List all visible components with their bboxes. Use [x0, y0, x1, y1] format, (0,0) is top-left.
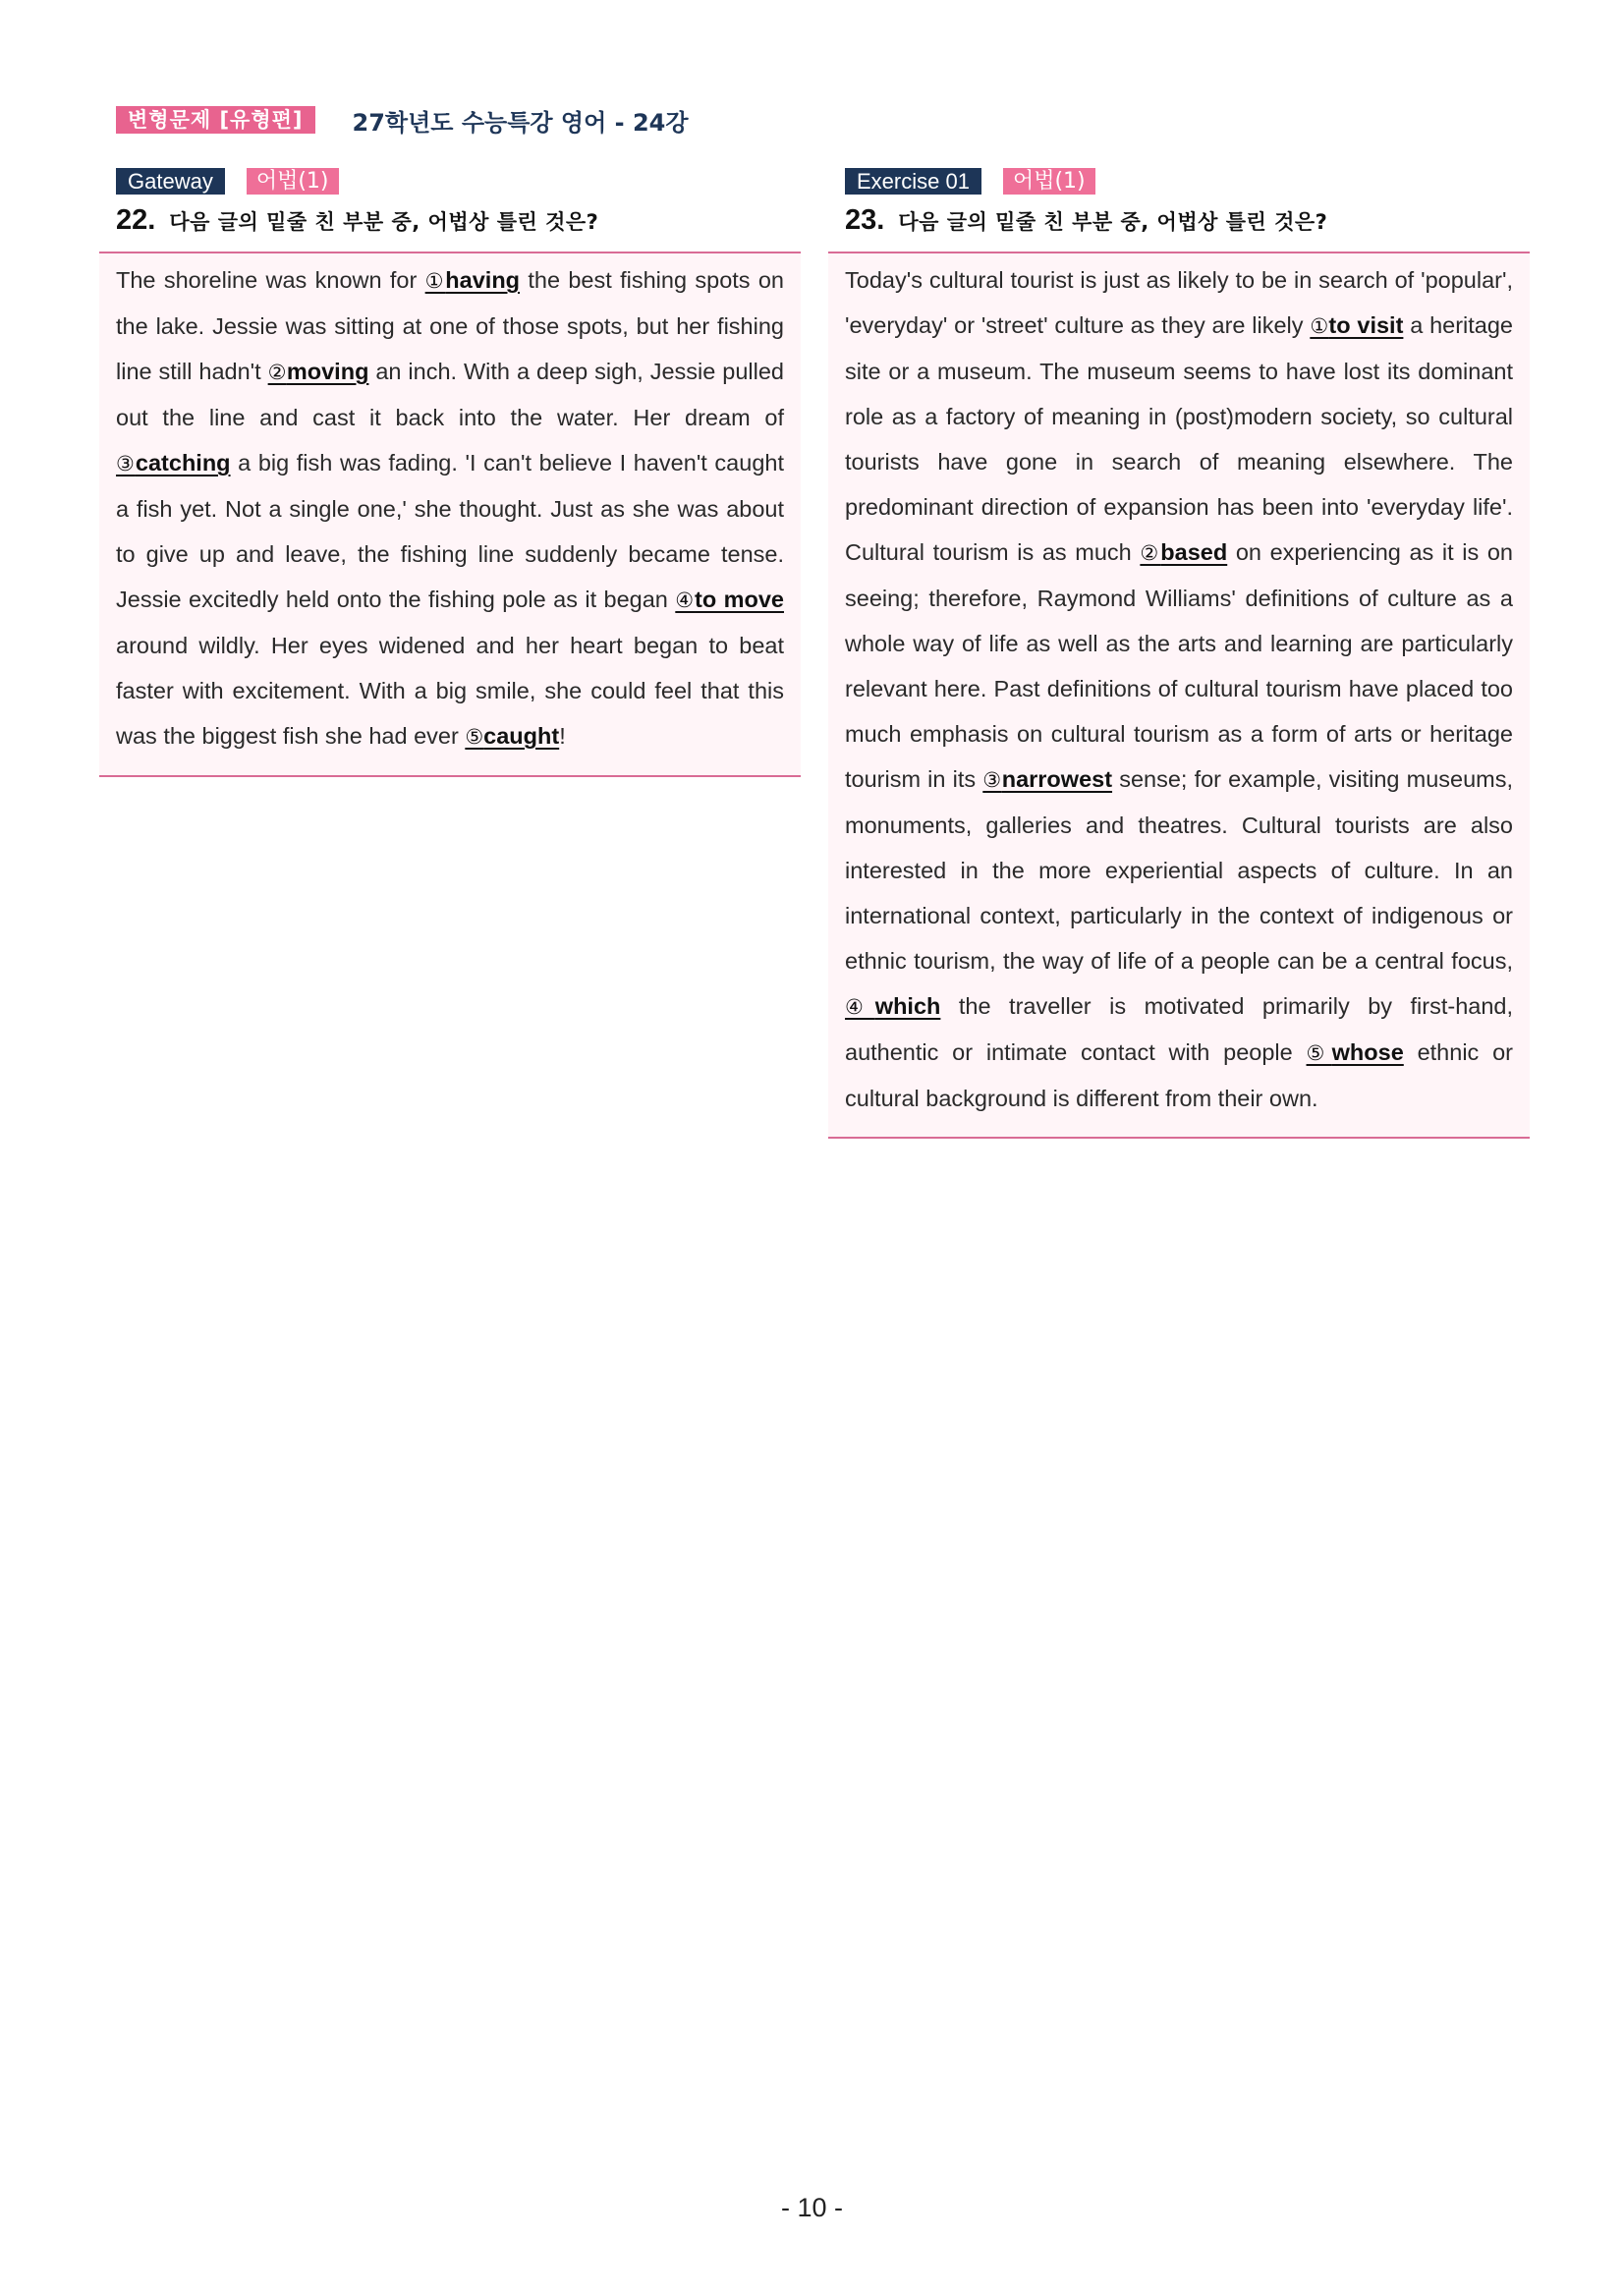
page-number: - 10 -	[780, 2193, 844, 2222]
category-badge: 어법(1)	[247, 168, 339, 195]
passage-text: The shoreline was known for ①having the best fishing spots on the lake. Jessie was sitting at one of those spots, but her fishing line still hadn't ②moving an inch. With a deep sigh, Jessie pulled out the line and cast it back into the water. Her dream of ③catching a big fish was fading. 'I can't believe I haven't caught a fish yet. Not a single one,' she thought. Just as she was about to give up and leave, the fishing line suddenly became tense. Jessie excitedly held onto the fishing pole as it began ④to move around wildly. Her eyes widened and her heart began to beat faster with excitement. With a big smile, she could feel that this was the biggest fish she had ever ⑤caught!	[116, 267, 785, 749]
option-word: narrowest	[1001, 766, 1113, 792]
underlined-option	[1140, 539, 1227, 565]
option-word: to visit	[1328, 312, 1404, 338]
underlined-option	[425, 267, 520, 293]
option-number: ①	[1310, 314, 1329, 338]
header-tag: 변형문제 [유형편]	[116, 106, 315, 134]
question-number: 22.	[116, 204, 156, 236]
underlined-option	[982, 766, 1112, 792]
header-title: 27학년도 수능특강 영어 - 24강	[352, 108, 689, 137]
page-header	[116, 104, 689, 136]
underlined-option	[116, 450, 231, 476]
passage-box	[828, 252, 1530, 1139]
option-word: having	[445, 267, 521, 293]
category-badge: 어법(1)	[1003, 168, 1095, 195]
underlined-option	[465, 723, 559, 749]
option-number: ②	[267, 361, 287, 384]
question-22	[116, 204, 801, 240]
option-number: ③	[116, 452, 136, 476]
option-word: based	[1160, 539, 1228, 565]
question-23	[845, 204, 1530, 240]
option-word: catching	[135, 450, 231, 476]
right-badges	[845, 167, 1530, 195]
right-column	[828, 167, 1530, 1139]
passage-box	[99, 252, 801, 777]
question-number: 23.	[845, 204, 885, 236]
exercise-badge: Exercise 01	[845, 168, 981, 195]
underlined-option	[845, 993, 940, 1019]
option-word: caught	[483, 723, 560, 749]
gateway-badge: Gateway	[116, 168, 225, 195]
left-badges	[116, 167, 801, 195]
passage-text: Today's cultural tourist is just as likely to be in search of 'popular', 'everyday' or 'street' culture as they are likely ①to visit a heritage site or a museum. The museum seems to have lost its dominant role as a factory of meaning in (post)modern society, so cultural tourists have gone in search of meaning elsewhere. The predominant direction of expansion has been into 'everyday life'. Cultural tourism is as much ②based on experiencing as it is on seeing; therefore, Raymond Williams' definitions of culture as a whole way of life as well as the arts and learning are particularly relevant here. Past definitions of cultural tourism have placed too much emphasis on cultural tourism as a form of arts or heritage tourism in its ③narrowest sense; for example, visiting museums, monuments, galleries and theatres. Cultural tourists are also interested in the more experiential aspects of culture. In an international context, particularly in the context of indigenous or ethnic tourism, the way of life of a people can be a central focus, ④which the traveller is motivated primarily by first-hand, authentic or intimate contact with people ⑤whose ethnic or cultural background is different from their own.	[845, 267, 1514, 1111]
option-number: ④	[845, 995, 875, 1019]
option-word: which	[874, 993, 941, 1019]
option-word: to move	[695, 587, 784, 612]
question-text: 다음 글의 밑줄 친 부분 중, 어법상 틀린 것은?	[169, 210, 599, 234]
option-word: whose	[1331, 1039, 1404, 1065]
option-number: ①	[424, 269, 446, 293]
left-column	[99, 167, 801, 777]
underlined-option	[675, 587, 784, 612]
underlined-option	[1310, 312, 1403, 338]
option-number: ⑤	[1306, 1041, 1332, 1065]
option-number: ④	[675, 588, 696, 612]
option-number: ⑤	[465, 725, 484, 749]
underlined-option	[268, 359, 369, 384]
option-number: ③	[982, 768, 1002, 792]
option-number: ②	[1140, 541, 1161, 565]
question-text: 다음 글의 밑줄 친 부분 중, 어법상 틀린 것은?	[898, 210, 1328, 234]
option-word: moving	[286, 359, 369, 384]
underlined-option	[1307, 1039, 1404, 1065]
